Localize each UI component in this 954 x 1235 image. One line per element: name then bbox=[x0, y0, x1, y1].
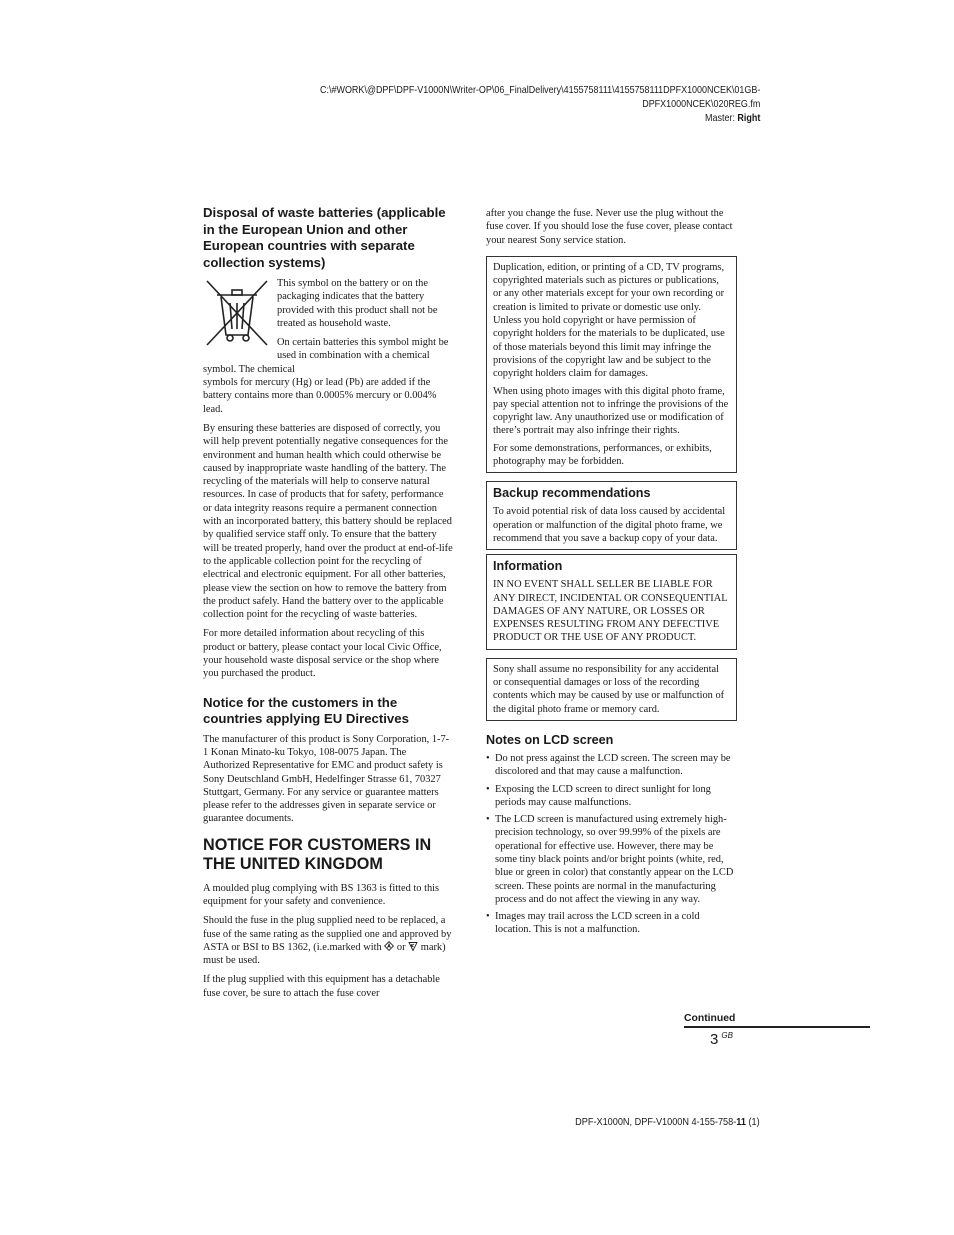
batteries-paragraph-2b: symbols for mercury (Hg) or lead (Pb) are added if the battery contains more than 0.0005% mercury or 0.004% lead. bbox=[203, 377, 437, 415]
uk-paragraph-3: If the plug supplied with this equipment has a detachable fuse cover, be sure to attach the fuse cover bbox=[203, 974, 440, 999]
fuse-continuation-paragraph: after you change the fuse. Never use the plug without the fuse cover. If you should lose the fuse cover, please contact your nearest Sony service station. bbox=[486, 208, 733, 246]
batteries-paragraph-3: By ensuring these batteries are disposed of correctly, you will help prevent potentially negative consequences for the environment and human health which could otherwise be caused by inappropriate waste handling of the battery. The recycling of the materials will help to conserve natural resources. In case of products that for safety, performance or data integrity reasons require a permanent connection with an incorporated battery, this battery should be replaced by qualified service staff only. To ensure that the battery will be treated properly, hand over the product at end-of-life to the applicable collection point for the recycling of electrical and electronic equipment. For all other batteries, please view the section on how to remove the battery from the product safely. Hand the battery over to the applicable collection point for the recycling of waste batteries. bbox=[203, 422, 453, 621]
left-column bbox=[203, 205, 454, 1006]
list-item: • The LCD screen is manufactured using extremely high-precision technology, so over 99.99% of the pixels are operational for effective use. However, there may be some tiny black points and/or bright points (white, red, blue or green in color) that constantly appear on the LCD screen. These points are normal in the manufacturing process and do not affect the viewing in any way. bbox=[486, 813, 737, 906]
model-revision: 11 bbox=[736, 1117, 747, 1128]
file-path-line-1: C:\#WORK\@DPF\DPF-V1000N\Writer-OP\06_FinalDelivery\4155758111\4155758111DPFX1000NCEK\01GB- bbox=[319, 85, 760, 96]
model-footer: DPF-X1000N, DPF-V1000N 4-155-758-11 (1) bbox=[575, 1117, 760, 1128]
bsi-kitemark-icon bbox=[408, 941, 418, 951]
eu-directives-paragraph: The manufacturer of this product is Sony Corporation, 1-7-1 Konan Minato-ku Tokyo, 108-0075 Japan. The Authorized Representative for EMC and product safety is Sony Deutschland GmbH, Hedelfinger Strasse 61, 70327 Stuttgart, Germany. For any service or guarantee matters please refer to the addresses given in separate service or guarantee documents. bbox=[203, 733, 450, 825]
list-item: • Images may trail across the LCD screen in a cold location. This is not a malfunction. bbox=[486, 910, 737, 937]
liability-box bbox=[486, 658, 737, 721]
file-path-header bbox=[320, 84, 760, 126]
information-paragraph: IN NO EVENT SHALL SELLER BE LIABLE FOR ANY DIRECT, INCIDENTAL OR CONSEQUENTIAL DAMAGES OF ANY NATURE, OR LOSSES OR EXPENSES RESULTING FROM ANY DEFECTIVE PRODUCT OR THE USE OF ANY PRODUCT. bbox=[493, 579, 728, 644]
continued-label: Continued bbox=[684, 1013, 736, 1024]
batteries-paragraph-2a: On certain batteries this symbol might be used in combination with a chemical symbol. The chemical bbox=[203, 337, 449, 375]
backup-paragraph: To avoid potential risk of data loss caused by accidental operation or malfunction of the digital photo frame, we recommend that you save a backup copy of your data. bbox=[493, 506, 726, 544]
list-item: • Do not press against the LCD screen. The screen may be discolored and that may cause a malfunction. bbox=[486, 752, 737, 779]
page-number: 3 $^{GB}$ bbox=[710, 1031, 733, 1048]
copyright-paragraph-3: For some demonstrations, performances, or exhibits, photography may be forbidden. bbox=[493, 442, 712, 468]
master-line: Master: Right bbox=[704, 113, 760, 124]
uk-paragraph-2: Should the fuse in the plug supplied need to be replaced, a fuse of the same rating as the supplied one and approved by ASTA or BSI to BS 1362, (i.e.marked with or mark) must be used. bbox=[203, 915, 452, 967]
asta-mark-icon bbox=[384, 941, 394, 951]
crossed-out-bin-icon bbox=[203, 277, 271, 349]
batteries-heading: Disposal of waste batteries (applicable in the European Union and other European countries with separate collection systems) bbox=[203, 205, 446, 270]
batteries-section bbox=[203, 277, 454, 416]
information-box bbox=[486, 554, 737, 649]
right-column bbox=[486, 207, 737, 941]
list-item: • Exposing the LCD screen to direct sunlight for long periods may cause malfunctions. bbox=[486, 783, 737, 810]
backup-heading: Backup recommendations bbox=[493, 486, 651, 501]
file-path-line-2: DPFX1000NCEK\020REG.fm bbox=[641, 99, 760, 110]
copyright-box bbox=[486, 256, 737, 473]
continued-rule bbox=[684, 1026, 870, 1028]
master-value: Right bbox=[737, 113, 760, 124]
liability-paragraph: Sony shall assume no responsibility for any accidental or consequential damages or loss of the recording contents which may be caused by use or malfunction of the digital photo frame or memory card. bbox=[493, 663, 725, 715]
eu-directives-heading: Notice for the customers in the countries applying EU Directives bbox=[203, 694, 409, 727]
uk-notice-heading: NOTICE FOR CUSTOMERS IN THE UNITED KINGDOM bbox=[203, 835, 432, 874]
copyright-paragraph-2: When using photo images with this digital photo frame, pay special attention not to infringe the provisions of the copyright law. Any unauthorized use or modification of there’s portrait may also infringe their rights. bbox=[493, 385, 729, 437]
batteries-paragraph-1: This symbol on the battery or on the packaging indicates that the battery provided with this product shall not be treated as household waste. bbox=[277, 278, 438, 329]
lcd-notes-list bbox=[486, 752, 737, 937]
uk-paragraph-1: A moulded plug complying with BS 1363 is fitted to this equipment for your safety and convenience. bbox=[203, 882, 440, 907]
copyright-paragraph-1: Duplication, edition, or printing of a CD, TV programs, copyrighted materials such as pictures or publications, or any other materials except for your own recording or creation is limited to private or domestic use only. Unless you hold copyright or have permission of copyright holders for the materials to be duplicated, use of those materials beyond this limit may infringe the provisions of the copyright law and be subject to the copyright holders claim for damages. bbox=[493, 261, 725, 380]
information-heading: Information bbox=[493, 559, 563, 574]
page-suffix: GB bbox=[721, 1031, 733, 1040]
backup-box bbox=[486, 481, 737, 550]
batteries-paragraph-4: For more detailed information about recycling of this product or battery, please contact your local Civic Office, your household waste disposal service or the shop where you purchased the product. bbox=[203, 628, 442, 680]
lcd-notes-heading: Notes on LCD screen bbox=[486, 732, 614, 747]
